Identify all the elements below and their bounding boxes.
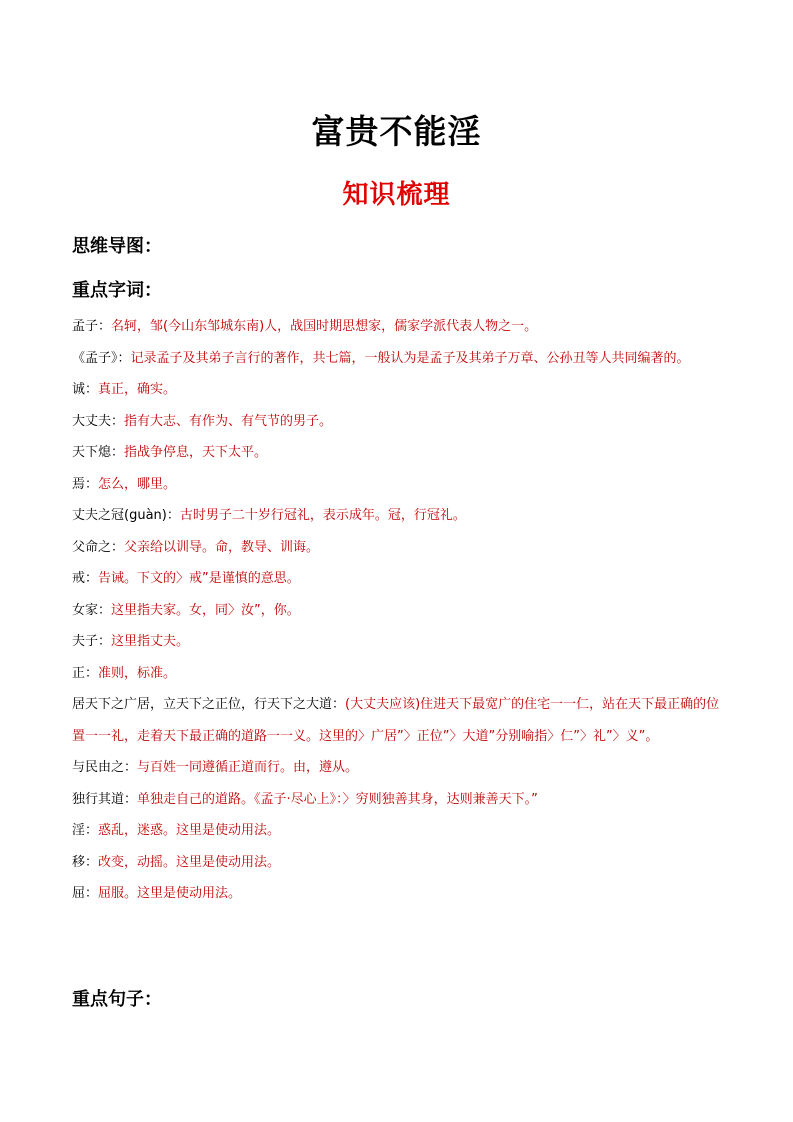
vocab-definition: 准则，标准。: [98, 665, 177, 681]
vocab-entry: [72, 374, 727, 406]
vocab-term: 淫：: [72, 823, 99, 838]
vocab-definition: 告诫。下文的〉戒”是谨慎的意思。: [98, 571, 300, 586]
vocab-definition: (大丈夫应该)住进天下最宽广的住宅一一仁，站在天下最正确的位置一一礼，走着天下最正确的道路一一义。这里的〉广居”〉正位”〉大道”分别喻指〉仁”〉礼”〉义”。: [72, 697, 720, 744]
vocab-definition: 惑乱，迷惑。这里是使动用法。: [98, 823, 281, 838]
vocab-definition: 这里指丈夫。: [111, 634, 190, 649]
page-title: 富贵不能淫: [311, 112, 482, 151]
vocab-definition: 指战争停息，天下太平。: [124, 445, 268, 460]
vocab-entry: [72, 752, 727, 784]
vocab-term: 独行其道：: [72, 791, 138, 807]
vocab-term: 焉：: [72, 476, 99, 492]
vocab-entry: [72, 437, 727, 469]
vocab-term: 屈：: [72, 886, 99, 901]
vocab-definition: 屈服。这里是使动用法。: [98, 886, 242, 901]
vocab-term: 诚：: [72, 382, 99, 397]
vocab-entry: [72, 563, 727, 595]
vocab-definition: 名轲，邹(今山东邹城东南)人，战国时期思想家，儒家学派代表人物之一。: [111, 319, 538, 334]
section-heading-key-sentences: 重点句子：: [72, 989, 162, 1010]
vocab-definition: 记录孟子及其弟子言行的著作，共七篇，一般认为是孟子及其弟子万章、公孙丑等人共同编著的。: [130, 350, 690, 366]
section-heading-key-words: 重点字词：: [72, 280, 162, 301]
vocab-entry: [72, 878, 727, 910]
vocab-entry: [72, 626, 727, 658]
vocab-entry: [72, 784, 727, 816]
vocab-definition: 古时男子二十岁行冠礼，表示成年。冠，行冠礼。: [179, 508, 466, 523]
vocab-term: 与民由之：: [72, 760, 138, 775]
section-heading-mind-map: 思维导图：: [72, 236, 162, 257]
vocab-term: 天下熄：: [72, 445, 125, 460]
vocab-entry: [72, 343, 727, 375]
vocab-term: 居天下之广居，立天下之正位，行天下之大道：: [72, 697, 346, 712]
vocab-term: 女家：: [72, 602, 112, 618]
vocab-term: 《孟子》：: [72, 350, 131, 366]
vocab-entry: [72, 815, 727, 847]
vocab-definition: 单独走自己的道路。《孟子·尽心上》：〉穷则独善其身，达则兼善天下。”: [137, 791, 538, 807]
vocab-entry: [72, 847, 727, 879]
vocab-entry: [72, 595, 727, 627]
vocab-entry: [72, 658, 727, 690]
page-subtitle: 知识梳理: [342, 180, 451, 210]
vocab-entry: [72, 500, 727, 532]
vocab-term: 孟子：: [72, 319, 112, 334]
vocab-entry: [72, 406, 727, 438]
vocab-term: 戒：: [72, 571, 99, 586]
vocab-term: 正：: [72, 665, 99, 681]
vocab-entry: [72, 311, 727, 343]
vocabulary-list: [72, 311, 727, 910]
vocab-definition: 与百姓一同遵循正道而行。由，遵从。: [137, 760, 359, 775]
vocab-term: 大丈夫：: [72, 413, 125, 429]
vocab-term: 夫子：: [72, 634, 112, 649]
vocab-entry: [72, 532, 727, 564]
vocab-term: 父命之：: [72, 539, 125, 555]
vocab-definition: 怎么，哪里。: [98, 476, 177, 492]
vocab-definition: 指有大志、有作为、有气节的男子。: [124, 413, 333, 429]
vocab-definition: 这里指夫家。女，同〉汝”，你。: [111, 602, 300, 618]
vocab-definition: 改变，动摇。这里是使动用法。: [98, 854, 281, 870]
vocab-term: 移：: [72, 854, 99, 870]
vocab-term: 丈夫之冠(guàn)：: [72, 508, 180, 523]
vocab-entry: [72, 689, 727, 752]
vocab-definition: 真正，确实。: [98, 382, 177, 397]
vocab-definition: 父亲给以训导。命，教导、训诲。: [124, 539, 320, 555]
vocab-entry: [72, 469, 727, 501]
